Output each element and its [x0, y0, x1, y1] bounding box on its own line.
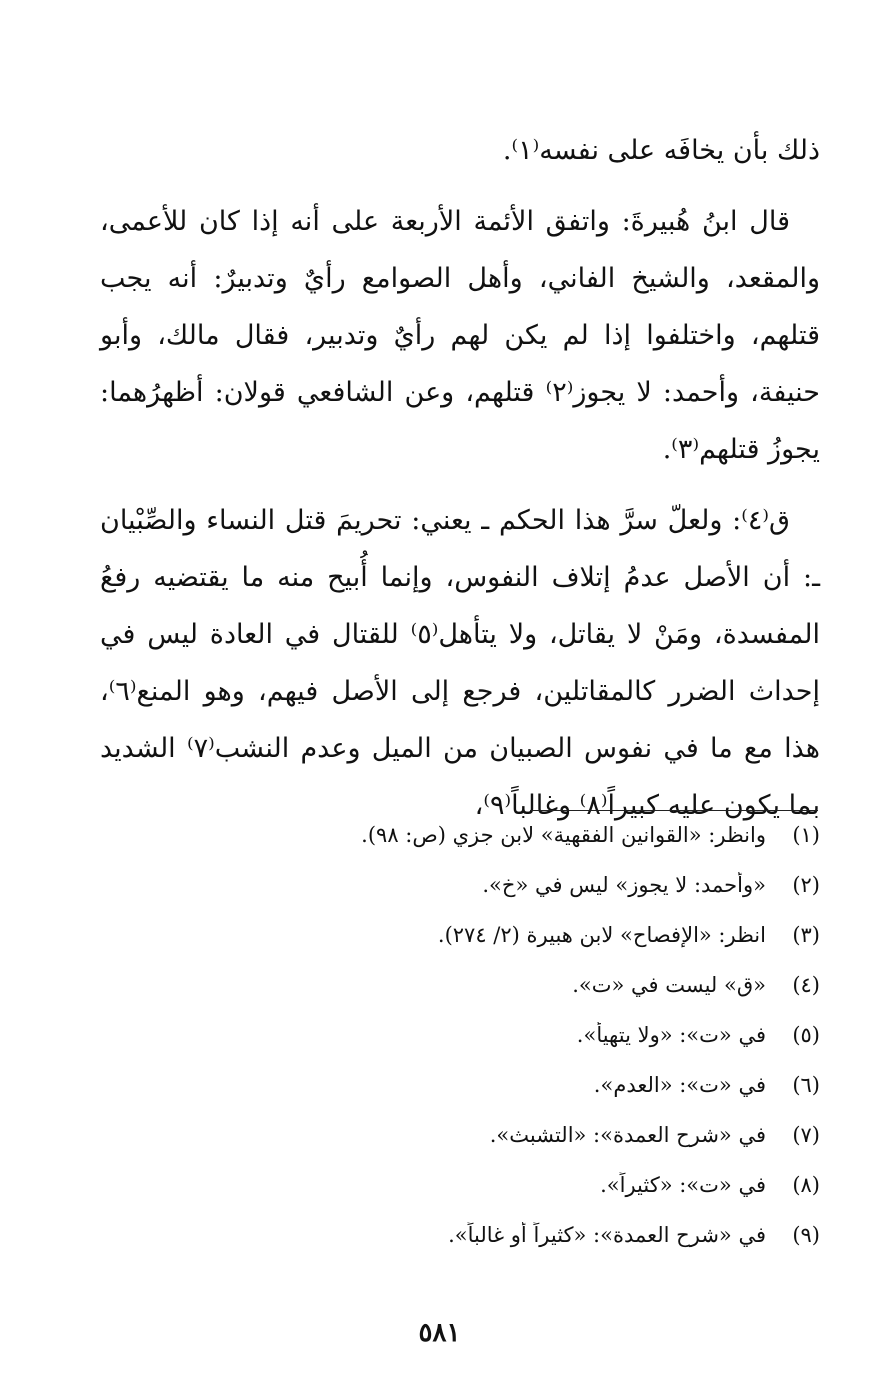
- page-number: ٥٨١: [418, 1318, 461, 1348]
- footnote: [160, 1072, 820, 1098]
- footnote: [160, 822, 820, 848]
- footnote-number: (١): [792, 823, 820, 847]
- footnote-text: في «ت»: «ولا يتهيأ».: [576, 1023, 766, 1047]
- footnote: [160, 922, 820, 948]
- footnote-text: في «ت»: «العدم».: [593, 1073, 766, 1097]
- footnote-number: (٢): [792, 873, 820, 897]
- footnote-number: (٨): [792, 1173, 820, 1197]
- footnote-text: «ق» ليست في «ت».: [572, 973, 766, 997]
- footnote-number: (٥): [792, 1023, 820, 1047]
- footnote-text: وانظر: «القوانين الفقهية» لابن جزي (ص: ٩٨).: [361, 823, 766, 847]
- footnote-text: في «شرح العمدة»: «التشبث».: [489, 1123, 766, 1147]
- footnote-number: (٤): [792, 973, 820, 997]
- footnote-number: (٦): [792, 1073, 820, 1097]
- paragraph: ق⁽٤⁾: ولعلّ سرَّ هذا الحكم ـ يعني: تحريمَ قتل النساء والصِّبْيان ـ: أن الأصل عدمُ إتلاف النفوس، وإنما أُبيح منه ما يقتضيه رفعُ المفسدة، ومَنْ لا يقاتل، ولا يتأهل⁽٥⁾ للقتال في العادة ليس في إحداث الضرر كالمقاتلين، فرجع إلى الأصل فيهم، وهو المنع⁽٦⁾، هذا مع ما في نفوس الصبيان من الميل وعدم النشب⁽٧⁾ الشديد بما يكون عليه كبيراً⁽٨⁾ وغالباً⁽٩⁾،: [100, 505, 820, 821]
- footnote-number: (٩): [792, 1223, 820, 1247]
- paragraph: ذلك بأن يخافَه على نفسه⁽١⁾.: [502, 135, 820, 166]
- footnote-number: (٣): [792, 923, 820, 947]
- footnote-text: في «شرح العمدة»: «كثيراً أو غالباً».: [448, 1223, 766, 1247]
- main-text: [100, 122, 820, 834]
- footnote-text: «وأحمد: لا يجوز» ليس في «خ».: [482, 873, 766, 897]
- footnote-text: انظر: «الإفصاح» لابن هبيرة (٢/ ٢٧٤).: [437, 923, 766, 947]
- footnote: [160, 1122, 820, 1148]
- footnote: [160, 1172, 820, 1198]
- footnote: [160, 1022, 820, 1048]
- footnotes: [160, 822, 820, 1272]
- footnote-text: في «ت»: «كثيراً».: [600, 1173, 766, 1197]
- footnote-separator: [530, 810, 818, 811]
- footnote-number: (٧): [792, 1123, 820, 1147]
- footnote: [160, 972, 820, 998]
- paragraph: قال ابنُ هُبيرةَ: واتفق الأئمة الأربعة على أنه إذا كان للأعمى، والمقعد، والشيخ الفاني، وأهل الصوامع رأيٌ وتدبيرٌ: أنه يجب قتلهم، واختلفوا إذا لم يكن لهم رأيٌ وتدبير، فقال مالك، وأبو حنيفة، وأحمد: لا يجوز⁽٢⁾ قتلهم، وعن الشافعي قولان: أظهرُهما: يجوزُ قتلهم⁽٣⁾.: [100, 206, 820, 465]
- footnote: [160, 872, 820, 898]
- footnote: [160, 1222, 820, 1248]
